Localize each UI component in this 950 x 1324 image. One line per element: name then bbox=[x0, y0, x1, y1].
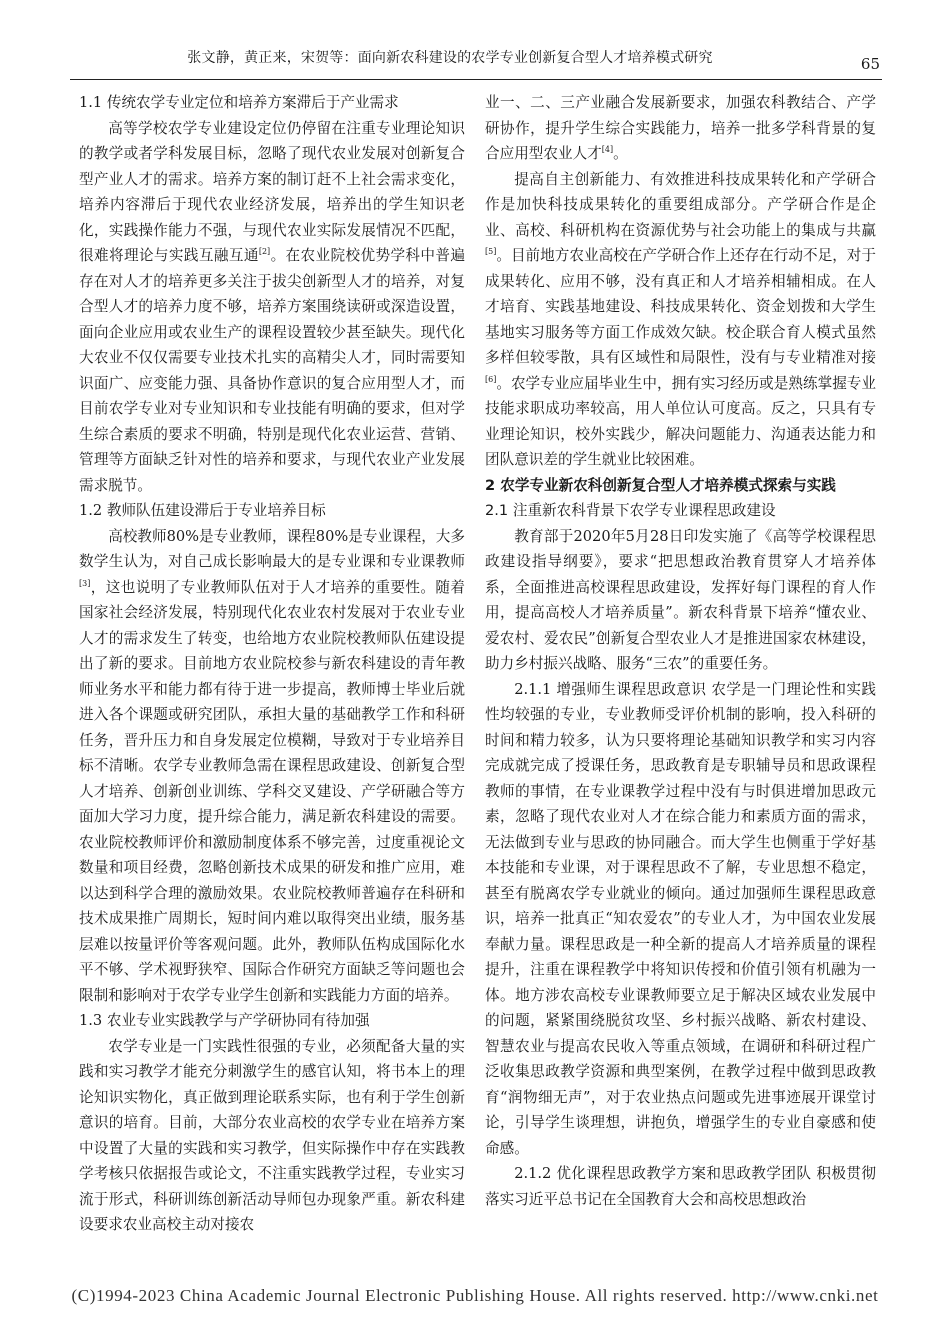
citation-ref: [6] bbox=[485, 374, 497, 384]
subsection-heading-2-1-1: 2.1.1 增强师生课程思政意识 bbox=[514, 680, 707, 698]
section-heading-1-2: 1.2 教师队伍建设滞后于专业培养目标 bbox=[79, 502, 326, 519]
paragraph: 提高自主创新能力、有效推进科技成果转化和产学研合作是加快科技成果转化的重要组成部分。产学研合作是企业、高校、科研机构在资源优势与社会功能上的集成与共赢[5]。目前地方农业高校在产学研合作上还存在行动不足，对于成果转化、应用不够，没有真正和人才培养相辅相成。在人才培育、实践基地建设、科技成果转化、资金划拨和大学生基地实习服务等方面工作成效欠缺。校企联合育人模式虽然多样但较零散，具有区域性和局限性，没有与专业精准对接[6]。农学专业应届毕业生中，拥有实习经历或是熟练掌握专业技能求职成功率较高，用人单位认可度高。反之，只具有专业理论知识，校外实践少，解决问题能力、沟通表达能力和团队意识差的学生就业比较困难。 bbox=[485, 170, 876, 468]
right-column bbox=[485, 90, 876, 1212]
paragraph: 高等学校农学专业建设定位仍停留在注重专业理论知识的教学或者学科发展目标，忽略了现代农业发展对创新复合型产业人才的需求。培养方案的制订赶不上社会需求变化，培养内容滞后于现代农业经济发展，培养出的学生知识老化，实践操作能力不强，与现代农业实际发展情况不匹配，很难将理论与实践互融互通[2]。在农业院校优势学科中普遍存在对人才的培养更多关注于拔尖创新型人才的培养，对复合型人才的培养力度不够，培养方案围绕读研或深造设置，面向企业应用或农业生产的课程设置较少甚至缺失。现代化大农业不仅仅需要专业技术扎实的高精尖人才，同时需要知识面广、应变能力强、具备协作意识的复合应用型人才，而目前农学专业对专业知识和专业技能有明确的要求，但对学生综合素质的要求不明确，特别是现代化农业运营、营销、管理等方面缺乏针对性的培养和要求，与现代农业产业发展需求脱节。 bbox=[79, 119, 465, 494]
paragraph: 教育部于2020年5月28日印发实施了《高等学校课程思政建设指导纲要》，要求“把思想政治教育贯穿人才培养体系，全面推进高校课程思政建设，发挥好每门课程的育人作用，提高高校人才培养质量”。新农科背景下培养“懂农业、爱农村、爱农民”创新复合型农业人才是推进国家农林建设，助力乡村振兴战略、服务“三农”的重要任务。 bbox=[485, 527, 876, 672]
copyright-footer: (C)1994-2023 China Academic Journal Electronic Publishing House. All rights reserved. http://www.cnki.net bbox=[71, 1286, 879, 1305]
running-title: 张文静，黄正来，宋贺等：面向新农科建设的农学专业创新复合型人才培养模式研究 bbox=[187, 50, 713, 66]
paragraph: 农学专业是一门实践性很强的专业，必须配备大量的实践和实习教学才能充分刺激学生的感官认知，将书本上的理论知识实物化，真正做到理论联系实际，也有利于学生创新意识的培育。目前，大部分农业高校的农学专业在培养方案中设置了大量的实践和实习教学，但实际操作中存在实践教学考核只依据报告或论文，不注重实践教学过程，专业实习流于形式，科研训练创新活动导师包办现象严重。新农科建设要求农业高校主动对接农 bbox=[79, 1037, 465, 1233]
subsection-heading-2-1-2: 2.1.2 优化课程思政教学方案和思政教学团队 bbox=[514, 1165, 812, 1182]
citation-ref: [5] bbox=[485, 247, 497, 256]
citation-ref: [2] bbox=[258, 247, 271, 256]
paragraph: 业一、二、三产业融合发展新要求，加强农科教结合、产学研协作，提升学生综合实践能力，培养一批多学科背景的复合应用型农业人才[4]。 bbox=[485, 94, 876, 162]
paragraph: 高校教师80%是专业教师，课程80%是专业课程，大多数学生认为，对自己成长影响最大的是专业课和专业课教师[3]，这也说明了专业教师队伍对于人才培养的重要性。随着国家社会经济发展，特别现代化农业农村发展对于农业专业人才的需求发生了转变，也给地方农业院校教师队伍建设提出了新的要求。目前地方农业院校参与新农科建设的青年教师业务水平和能力都有待于进一步提高，教师博士毕业后就进入各个课题或研究团队，承担大量的基础教学工作和科研任务，晋升压力和自身发展定位模糊，导致对于专业培养目标不清晰。农学专业教师急需在课程思政建设、创新复合型人才培养、创新创业训练、学科交叉建设、产学研融合等方面加大学习力度，提升综合能力，满足新农科建设的需要。农业院校教师评价和激励制度体系不够完善，过度重视论文数量和项目经费，忽略创新技术成果的研发和推广应用，难以达到科学合理的激励效果。农业院校教师普遍存在科研和技术成果推广周期长，短时间内难以取得突出业绩，服务基层难以按量评价等客观问题。此外，教师队伍构成国际化水平不够、学术视野狭窄、国际合作研究方面缺乏等问题也会限制和影响对于农学专业学生创新和实践能力方面的培养。 bbox=[79, 527, 465, 1004]
paragraph: 2.1.1 增强师生课程思政意识 农学是一门理论性和实践性均较强的专业，专业教师受评价机制的影响，投入科研的时间和精力较多，认为只要将理论基础知识教学和实习内容完成就完成了授课任务，思政教育是专职辅导员和思政课程教师的事情，在专业课教学过程中没有与时俱进增加思政元素，忽略了现代农业对人才在综合能力和素质方面的需求，无法做到专业与思政的协同融合。而大学生也侧重于学好基本技能和专业课，对于课程思政不了解，专业思想不稳定，甚至有脱离农学专业就业的倾向。通过加强师生课程思政意识，培养一批真正“知农爱农”的专业人才，为中国农业发展奉献力量。课程思政是一种全新的提高人才培养质量的课程提升，注重在课程教学中将知识传授和价值引领有机融为一体。地方涉农高校专业课教师要立足于解决区域农业发展中的问题，紧紧围绕脱贫攻坚、乡村振兴战略、新农村建设、智慧农业与提高农民收入等重点领域，在调研和科研过程广泛收集思政教学资源和典型案例，在教学过程中做到思政教育“润物细无声”，对于农业热点问题或先进事迹展开课堂讨论，引导学生谈理想，讲抱负，增强学生的专业自豪感和使命感。 bbox=[485, 680, 876, 1157]
paragraph: 2.1.2 优化课程思政教学方案和思政教学团队 积极贯彻落实习近平总书记在全国教育大会和高校思想政治 bbox=[485, 1165, 876, 1208]
left-column bbox=[79, 90, 465, 1238]
section-heading-1-1: 1.1 传统农学专业定位和培养方案滞后于产业需求 bbox=[79, 94, 399, 111]
page-number: 65 bbox=[860, 55, 880, 73]
section-heading-2: 2 农学专业新农科创新复合型人才培养模式探索与实践 bbox=[485, 476, 836, 494]
running-header bbox=[70, 47, 880, 73]
citation-ref: [3] bbox=[79, 578, 91, 588]
section-heading-2-1: 2.1 注重新农科背景下农学专业课程思政建设 bbox=[485, 502, 776, 519]
header-rule bbox=[70, 79, 882, 80]
section-heading-1-3: 1.3 农业专业实践教学与产学研协同有待加强 bbox=[79, 1012, 370, 1029]
citation-ref: [4] bbox=[601, 145, 614, 154]
